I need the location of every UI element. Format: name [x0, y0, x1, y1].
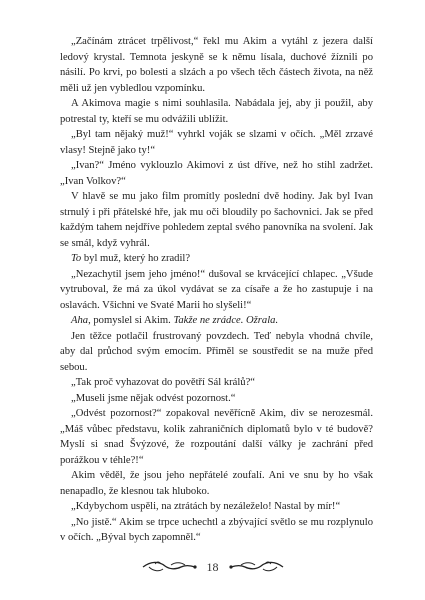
paragraph: „No jistě.“ Akim se trpce uchechtl a zbývající světlo se mu rozplynulo v očích. „Býval bych zapomněl.“ [60, 516, 373, 543]
page-footer [0, 555, 425, 579]
paragraph: „Byl tam nějaký muž!“ vyhrkl voják se slzami v očích. „Měl zrzavé vlasy! Stejně jako ty!“ [60, 129, 373, 156]
paragraph-rest: , pomyslel si Akim. [88, 315, 174, 326]
paragraph-rest: byl muž, který ho zradil? [81, 253, 191, 264]
paragraph: A Akimova magie s nimi souhlasila. Nabádala jej, aby ji použil, aby potrestal ty, kteří se mu odvážili ublížit. [60, 98, 373, 125]
paragraph: „Začínám ztrácet trpělivost,“ řekl mu Akim a vytáhl z jezera další ledový krystal. Temnota jeskyně se k němu lísala, duchové žíznili po násilí. Po krvi, po bolesti a slzách a po všech těch částech života, na něž měli už jen vybledlou vzpomínku. [60, 36, 373, 94]
paragraph-italic-thought [60, 313, 373, 329]
paragraph: „Nezachytil jsem jeho jméno!“ dušoval se krvácející chlapec. „Všude vytruboval, že má za úkol vydávat se za císaře a že ho zastupuje i na oslavách. Všichni ve Svaté Marii ho slyšeli!“ [60, 268, 373, 311]
paragraph: „Tak proč vyhazovat do povětří Sál králů?“ [71, 377, 255, 388]
paragraph: V hlavě se mu jako film promítly poslední dvě hodiny. Jak byl Ivan strnulý i při přátelské hře, jak mu oči bloudily po šachovnici. Jak se před každým tahem nejdříve pohledem zeptal svého panovníka na svolení. Jak se smál, když vyhrál. [60, 191, 373, 249]
flourish-ornament-right-icon [229, 558, 285, 576]
paragraph: „Kdybychom uspěli, na ztrátách by nezáleželo! Nastal by mír!“ [71, 501, 341, 512]
paragraph: Akim věděl, že jsou jeho nepřátelé zoufalí. Ani ve snu by ho však nenapadlo, že klesnou tak hluboko. [60, 470, 373, 497]
body-text [60, 34, 373, 546]
italic-text: Takže ne zrádce. Ožrala. [173, 315, 279, 326]
paragraph: „Museli jsme nějak odvést pozornost.“ [71, 392, 236, 404]
italic-text: To [71, 253, 82, 264]
page-number: 18 [206, 559, 219, 574]
paragraph-italic-start [60, 251, 373, 267]
paragraph: „Odvést pozornost?“ zopakoval nevěřícně Akim, div se nerozesmál. „Máš vůbec představu, kolik zahraničních diplomatů bylo v té budově? Myslí si snad Švýzové, že rozpoutání další války je zachrání před porážkou v téhle?!“ [60, 408, 373, 466]
paragraph: „Ivan?“ Jméno vyklouzlo Akimovi z úst dříve, než ho stihl zadržet. „Ivan Volkov?“ [60, 160, 373, 187]
italic-text: Aha [71, 315, 89, 326]
flourish-ornament-left-icon [141, 558, 197, 576]
paragraph: Jen těžce potlačil frustrovaný povzdech. Teď nebyla vhodná chvíle, aby dal průchod svým emocím. Přiměl se soustředit se na muže před sebou. [60, 330, 373, 373]
